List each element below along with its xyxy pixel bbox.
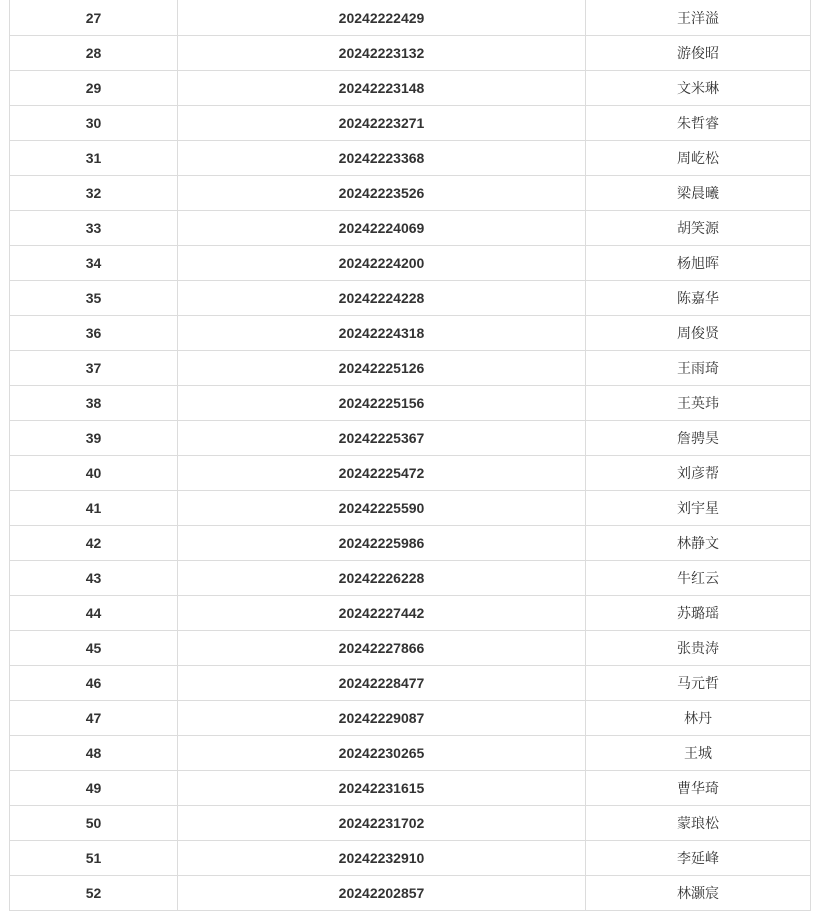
table-row (10, 351, 811, 386)
student-id-cell: 20242225156 (178, 386, 586, 421)
student-name-cell: 王洋溢 (586, 0, 811, 36)
table-row (10, 526, 811, 561)
student-name-cell: 林丹 (586, 701, 811, 736)
row-number-cell: 43 (10, 561, 178, 596)
row-number-cell: 29 (10, 71, 178, 106)
row-number-cell: 28 (10, 36, 178, 71)
student-name-cell: 林灏宸 (586, 876, 811, 911)
student-id-cell: 20242223526 (178, 176, 586, 211)
table-row (10, 666, 811, 701)
student-name-cell: 牛红云 (586, 561, 811, 596)
row-number-cell: 45 (10, 631, 178, 666)
row-number-cell: 41 (10, 491, 178, 526)
row-number-cell: 30 (10, 106, 178, 141)
student-id-cell: 20242225472 (178, 456, 586, 491)
row-number-cell: 46 (10, 666, 178, 701)
student-list (9, 0, 809, 911)
student-id-cell: 20242232910 (178, 841, 586, 876)
row-number-cell: 37 (10, 351, 178, 386)
student-id-cell: 20242229087 (178, 701, 586, 736)
student-name-cell: 胡笑源 (586, 211, 811, 246)
row-number-cell: 38 (10, 386, 178, 421)
student-id-cell: 20242224200 (178, 246, 586, 281)
student-name-cell: 周俊贤 (586, 316, 811, 351)
table-row (10, 491, 811, 526)
student-name-cell: 曹华琦 (586, 771, 811, 806)
row-number-cell: 50 (10, 806, 178, 841)
student-name-cell: 刘宇星 (586, 491, 811, 526)
table-row (10, 596, 811, 631)
table-row (10, 631, 811, 666)
table-row (10, 71, 811, 106)
row-number-cell: 39 (10, 421, 178, 456)
student-id-cell: 20242231702 (178, 806, 586, 841)
student-name-cell: 周屹松 (586, 141, 811, 176)
table-row (10, 281, 811, 316)
table-row (10, 771, 811, 806)
student-name-cell: 林静文 (586, 526, 811, 561)
student-id-cell: 20242222429 (178, 0, 586, 36)
table-row (10, 736, 811, 771)
student-id-cell: 20242202857 (178, 876, 586, 911)
student-id-cell: 20242225367 (178, 421, 586, 456)
row-number-cell: 44 (10, 596, 178, 631)
table-row (10, 106, 811, 141)
student-name-cell: 李延峰 (586, 841, 811, 876)
student-id-cell: 20242224228 (178, 281, 586, 316)
table-row (10, 141, 811, 176)
student-id-cell: 20242224069 (178, 211, 586, 246)
row-number-cell: 51 (10, 841, 178, 876)
student-name-cell: 陈嘉华 (586, 281, 811, 316)
student-name-cell: 杨旭晖 (586, 246, 811, 281)
student-name-cell: 马元哲 (586, 666, 811, 701)
student-id-cell: 20242231615 (178, 771, 586, 806)
row-number-cell: 52 (10, 876, 178, 911)
student-id-cell: 20242230265 (178, 736, 586, 771)
student-id-cell: 20242225590 (178, 491, 586, 526)
student-name-cell: 张贵涛 (586, 631, 811, 666)
student-name-cell: 梁晨曦 (586, 176, 811, 211)
student-id-cell: 20242224318 (178, 316, 586, 351)
row-number-cell: 27 (10, 0, 178, 36)
student-name-cell: 苏璐瑶 (586, 596, 811, 631)
student-table (9, 0, 811, 911)
table-row (10, 456, 811, 491)
table-row (10, 806, 811, 841)
student-name-cell: 朱哲睿 (586, 106, 811, 141)
table-row (10, 386, 811, 421)
row-number-cell: 32 (10, 176, 178, 211)
table-row (10, 36, 811, 71)
student-name-cell: 刘彦帮 (586, 456, 811, 491)
student-id-cell: 20242223368 (178, 141, 586, 176)
student-name-cell: 王雨琦 (586, 351, 811, 386)
table-row (10, 211, 811, 246)
student-id-cell: 20242227442 (178, 596, 586, 631)
table-row (10, 841, 811, 876)
student-id-cell: 20242228477 (178, 666, 586, 701)
student-id-cell: 20242225126 (178, 351, 586, 386)
table-row (10, 0, 811, 36)
row-number-cell: 40 (10, 456, 178, 491)
row-number-cell: 35 (10, 281, 178, 316)
student-id-cell: 20242225986 (178, 526, 586, 561)
row-number-cell: 36 (10, 316, 178, 351)
student-id-cell: 20242227866 (178, 631, 586, 666)
row-number-cell: 47 (10, 701, 178, 736)
student-name-cell: 王城 (586, 736, 811, 771)
row-number-cell: 33 (10, 211, 178, 246)
student-name-cell: 文米琳 (586, 71, 811, 106)
student-table-body (10, 0, 811, 911)
table-row (10, 876, 811, 911)
student-id-cell: 20242223132 (178, 36, 586, 71)
student-name-cell: 王英玮 (586, 386, 811, 421)
student-name-cell: 蒙琅松 (586, 806, 811, 841)
table-row (10, 561, 811, 596)
table-row (10, 176, 811, 211)
table-row (10, 421, 811, 456)
row-number-cell: 48 (10, 736, 178, 771)
table-row (10, 701, 811, 736)
row-number-cell: 31 (10, 141, 178, 176)
row-number-cell: 34 (10, 246, 178, 281)
student-id-cell: 20242223148 (178, 71, 586, 106)
table-row (10, 316, 811, 351)
student-id-cell: 20242223271 (178, 106, 586, 141)
row-number-cell: 49 (10, 771, 178, 806)
student-name-cell: 詹骋昊 (586, 421, 811, 456)
row-number-cell: 42 (10, 526, 178, 561)
student-name-cell: 游俊昭 (586, 36, 811, 71)
table-row (10, 246, 811, 281)
student-id-cell: 20242226228 (178, 561, 586, 596)
